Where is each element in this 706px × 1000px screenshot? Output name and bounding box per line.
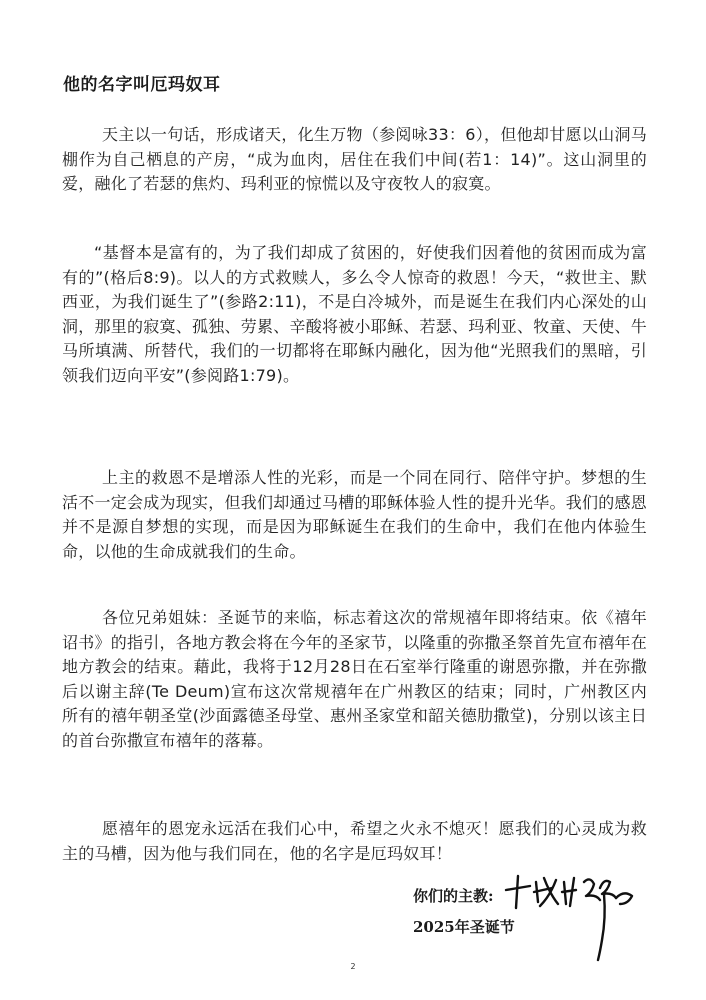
paragraph-5: 愿禧年的恩宠永远活在我们心中，希望之火永不熄灭！愿我们的心灵成为救主的马槽，因为他与我们同在，他的名字是厄玛奴耳！ <box>62 819 647 863</box>
paragraph-3: 上主的救恩不是增添人性的光彩，而是一个同在同行、陪伴守护。梦想的生活不一定会成为现实，但我们却通过马槽的耶稣体验人性的提升光华。我们的感恩并不是源自梦想的实现，而是因为耶稣诞生在我们的生命中，我们在他内体验生命，以他的生命成就我们的生命。 <box>62 468 648 561</box>
page-number: 2 <box>350 962 356 971</box>
handwritten-signature <box>500 868 640 963</box>
paragraph-2: “基督本是富有的，为了我们却成了贫困的，好使我们因着他的贫困而成为富有的”(格后8:9)。以人的方式救赎人，多么令人惊奇的救恩！今天，“救世主、默西亚，为我们诞生了”(参路2:11)，不是白冷城外，而是诞生在我们内心深处的山洞，那里的寂寞、孤独、劳累、辛酸将被小耶稣、若瑟、玛利亚、牧童、天使、牛马所填满、所替代，我们的一切都将在耶稣内融化，因为他“光照我们的黑暗，引领我们迈向平安”(参阅路1:79)。 <box>62 243 648 385</box>
paragraph-4: 各位兄弟姐妹：圣诞节的来临，标志着这次的常规禧年即将结束。依《禧年诏书》的指引，各地方教会将在今年的圣家节，以隆重的弥撒圣祭首先宣布禧年在地方教会的结束。藉此，我将于12月28日在石室举行隆重的谢恩弥撒，并在弥撒后以谢主辞(Te Deum)宣布这次常规禧年在广州教区的结束；同时，广州教区内所有的禧年朝圣堂(沙面露德圣母堂、惠州圣家堂和韶关德肋撒堂)，分别以该主日的首台弥撒宣布禧年的落幕。 <box>62 608 648 750</box>
signature-label: 你们的主教: <box>413 887 494 905</box>
paragraph-1: 天主以一句话，形成诸天，化生万物（参阅咏33：6），但他却甘愿以山洞马棚作为自己栖息的产房，“成为血肉，居住在我们中间(若1：14)”。这山洞里的爱，融化了若瑟的焦灼、玛利亚的惊慌以及守夜牧人的寂寞。 <box>62 125 647 193</box>
letter-date: 2025年圣诞节 <box>413 918 515 936</box>
letter-title: 他的名字叫厄玛奴耳 <box>63 75 221 95</box>
